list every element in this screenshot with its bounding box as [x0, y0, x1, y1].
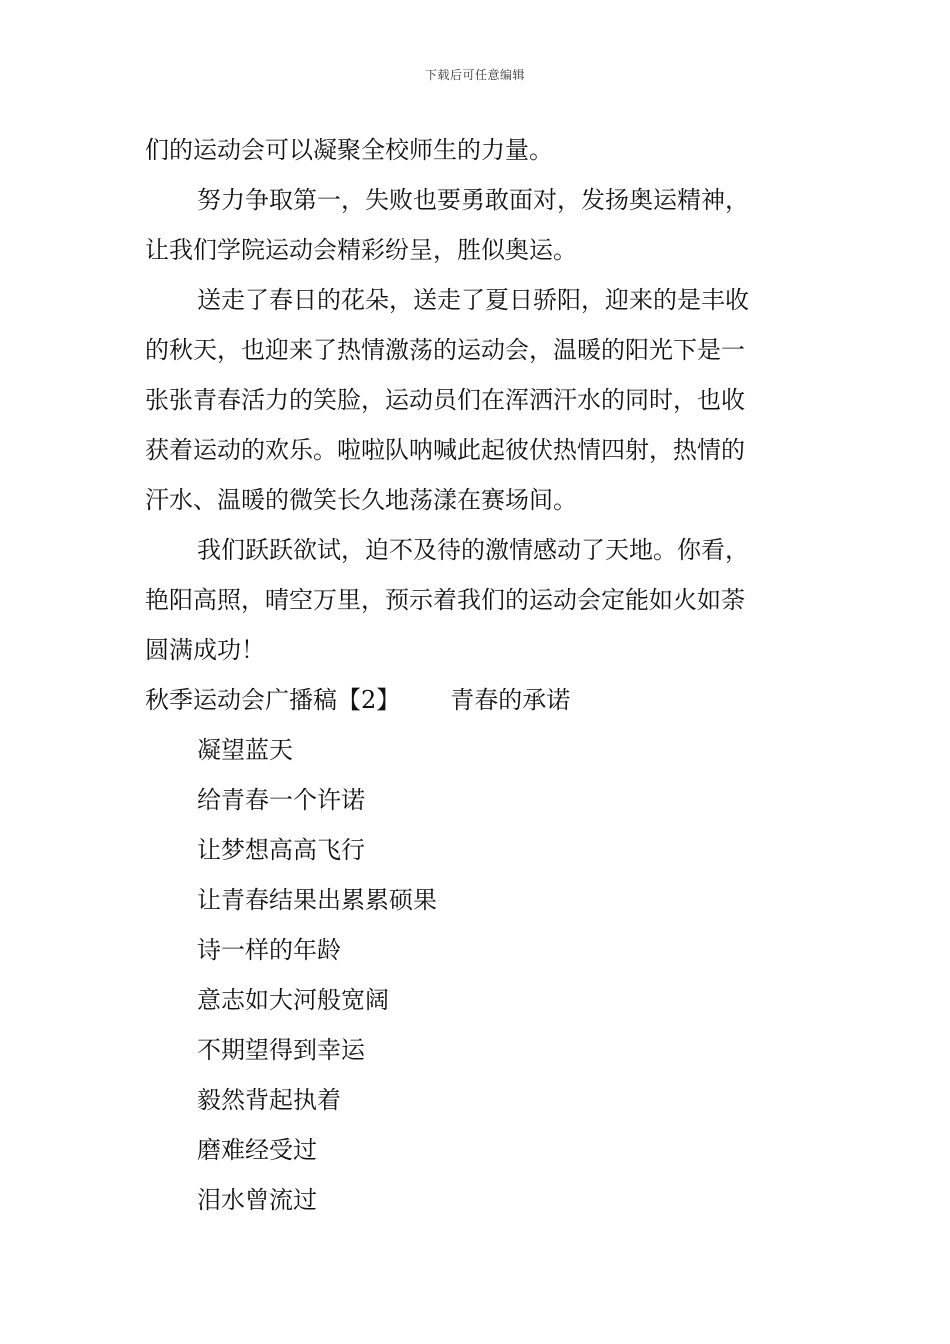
poem-line: 意志如大河般宽阔 [197, 986, 389, 1014]
paragraph-line: 圆满成功！ [145, 636, 265, 664]
section-heading [145, 675, 810, 725]
paragraph-line: 我们跃跃欲试，迫不及待的激情感动了天地。你看， [197, 536, 749, 564]
document-body [145, 125, 810, 1225]
poem-line: 泪水曾流过 [197, 1186, 317, 1214]
section-title: 秋季运动会广播稿【2】 [145, 686, 401, 714]
poem-line: 让梦想高高飞行 [197, 836, 365, 864]
page-header-note: 下载后可任意编辑 [424, 68, 525, 82]
poem-line: 毅然背起执着 [197, 1086, 341, 1114]
poem-line: 凝望蓝天 [197, 736, 293, 764]
paragraph-line: 送走了春日的花朵，送走了夏日骄阳，迎来的是丰收 [197, 286, 749, 314]
poem-line: 诗一样的年龄 [197, 936, 341, 964]
poem-line: 不期望得到幸运 [197, 1036, 365, 1064]
paragraph-line: 们的运动会可以凝聚全校师生的力量。 [145, 136, 553, 164]
paragraph-line: 努力争取第一，失败也要勇敢面对，发扬奥运精神， [197, 186, 749, 214]
paragraph-line: 获着运动的欢乐。啦啦队呐喊此起彼伏热情四射，热情的 [145, 436, 745, 464]
paragraph-line: 汗水、温暖的微笑长久地荡漾在赛场间。 [145, 486, 577, 514]
section-subtitle: 青春的承诺 [450, 686, 571, 714]
paragraph-line: 的秋天，也迎来了热情激荡的运动会，温暖的阳光下是一 [145, 336, 745, 364]
paragraph-line: 让我们学院运动会精彩纷呈，胜似奥运。 [145, 236, 577, 264]
poem-line: 给青春一个许诺 [197, 786, 365, 814]
paragraph-line: 艳阳高照，晴空万里，预示着我们的运动会定能如火如荼 [145, 586, 745, 614]
poem-line: 让青春结果出累累硕果 [197, 886, 437, 914]
poem-line: 磨难经受过 [197, 1136, 317, 1164]
paragraph-line: 张张青春活力的笑脸，运动员们在浑洒汗水的同时，也收 [145, 386, 745, 414]
